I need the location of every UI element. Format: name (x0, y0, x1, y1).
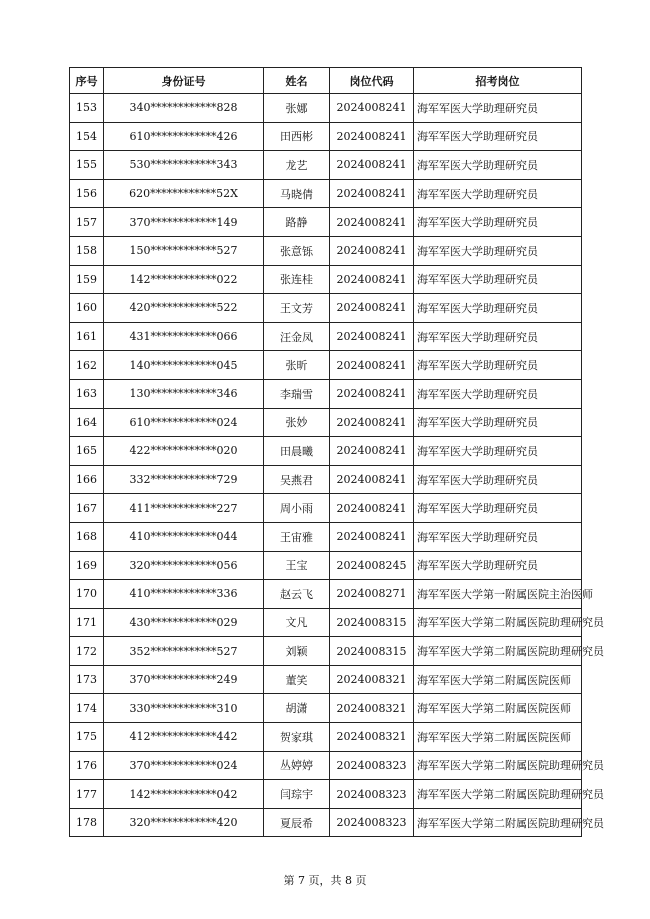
cell-post-code: 2024008241 (330, 294, 414, 323)
cell-index: 157 (70, 208, 104, 237)
cell-post-code: 2024008241 (330, 122, 414, 151)
cell-post: 海军军医大学助理研究员 (414, 122, 582, 151)
cell-index: 155 (70, 151, 104, 180)
cell-name: 张妙 (264, 408, 330, 437)
table-row (70, 694, 582, 723)
cell-id-number: 411************227 (104, 494, 264, 523)
cell-id-number: 620************52X (104, 179, 264, 208)
cell-index: 156 (70, 179, 104, 208)
table-row (70, 608, 582, 637)
cell-post-code: 2024008241 (330, 179, 414, 208)
cell-name: 李瑞雪 (264, 379, 330, 408)
table-row (70, 494, 582, 523)
table-row (70, 379, 582, 408)
cell-name: 赵云飞 (264, 580, 330, 609)
cell-index: 162 (70, 351, 104, 380)
cell-post: 海军军医大学助理研究员 (414, 351, 582, 380)
table-row (70, 408, 582, 437)
table-body (70, 94, 604, 837)
cell-index: 167 (70, 494, 104, 523)
header-name: 姓名 (264, 68, 330, 94)
table-row (70, 522, 582, 551)
cell-name: 贺家琪 (264, 723, 330, 752)
cell-post: 海军军医大学助理研究员 (414, 294, 582, 323)
cell-index: 164 (70, 408, 104, 437)
cell-name: 王宙雅 (264, 522, 330, 551)
cell-post: 海军军医大学助理研究员 (414, 379, 582, 408)
cell-post-code: 2024008241 (330, 437, 414, 466)
cell-post-code: 2024008315 (330, 637, 414, 666)
cell-name: 路静 (264, 208, 330, 237)
table-row (70, 94, 582, 123)
header-index: 序号 (70, 68, 104, 94)
cell-name: 张娜 (264, 94, 330, 123)
cell-post: 海军军医大学第二附属医院医师 (414, 723, 582, 752)
cell-post: 海军军医大学助理研究员 (414, 408, 582, 437)
cell-post-code: 2024008241 (330, 494, 414, 523)
cell-post: 海军军医大学助理研究员 (414, 236, 582, 265)
cell-index: 177 (70, 780, 104, 809)
cell-name: 田晨曦 (264, 437, 330, 466)
cell-post-code: 2024008321 (330, 723, 414, 752)
cell-id-number: 370************249 (104, 665, 264, 694)
cell-index: 171 (70, 608, 104, 637)
cell-index: 159 (70, 265, 104, 294)
cell-post-code: 2024008315 (330, 608, 414, 637)
cell-index: 168 (70, 522, 104, 551)
cell-id-number: 370************149 (104, 208, 264, 237)
cell-post: 海军军医大学助理研究员 (414, 208, 582, 237)
cell-post-code: 2024008241 (330, 522, 414, 551)
cell-id-number: 330************310 (104, 694, 264, 723)
header-post-code: 岗位代码 (330, 68, 414, 94)
cell-post-code: 2024008323 (330, 780, 414, 809)
cell-name: 刘颖 (264, 637, 330, 666)
cell-post: 海军军医大学助理研究员 (414, 551, 582, 580)
cell-id-number: 142************042 (104, 780, 264, 809)
cell-post-code: 2024008241 (330, 465, 414, 494)
cell-id-number: 610************024 (104, 408, 264, 437)
cell-index: 172 (70, 637, 104, 666)
cell-id-number: 422************020 (104, 437, 264, 466)
cell-id-number: 430************029 (104, 608, 264, 637)
cell-post: 海军军医大学助理研究员 (414, 437, 582, 466)
cell-name: 胡潇 (264, 694, 330, 723)
cell-id-number: 140************045 (104, 351, 264, 380)
cell-name: 王文芳 (264, 294, 330, 323)
cell-post: 海军军医大学助理研究员 (414, 94, 582, 123)
cell-id-number: 412************442 (104, 723, 264, 752)
cell-name: 夏辰希 (264, 808, 330, 837)
table-row (70, 322, 582, 351)
candidate-table-container (69, 67, 604, 837)
page-footer: 第 7 页，共 8 页 (283, 874, 367, 887)
cell-post: 海军军医大学助理研究员 (414, 265, 582, 294)
cell-post-code: 2024008241 (330, 322, 414, 351)
table-row (70, 637, 582, 666)
cell-post-code: 2024008271 (330, 580, 414, 609)
cell-index: 153 (70, 94, 104, 123)
cell-post-code: 2024008241 (330, 408, 414, 437)
cell-name: 龙艺 (264, 151, 330, 180)
cell-post: 海军军医大学助理研究员 (414, 151, 582, 180)
cell-index: 166 (70, 465, 104, 494)
cell-id-number: 431************066 (104, 322, 264, 351)
cell-post-code: 2024008321 (330, 665, 414, 694)
cell-post: 海军军医大学第二附属医院助理研究员 (414, 751, 582, 780)
cell-index: 173 (70, 665, 104, 694)
cell-post-code: 2024008245 (330, 551, 414, 580)
cell-name: 马晓倩 (264, 179, 330, 208)
cell-name: 闫琮宇 (264, 780, 330, 809)
cell-id-number: 530************343 (104, 151, 264, 180)
cell-name: 王宝 (264, 551, 330, 580)
table-row (70, 580, 582, 609)
table-row (70, 551, 582, 580)
cell-id-number: 410************336 (104, 580, 264, 609)
cell-name: 张意铄 (264, 236, 330, 265)
cell-name: 丛婷婷 (264, 751, 330, 780)
cell-post: 海军军医大学第二附属医院医师 (414, 665, 582, 694)
cell-post-code: 2024008241 (330, 151, 414, 180)
cell-index: 154 (70, 122, 104, 151)
cell-id-number: 420************522 (104, 294, 264, 323)
cell-id-number: 130************346 (104, 379, 264, 408)
cell-post: 海军军医大学助理研究员 (414, 465, 582, 494)
table-row (70, 122, 582, 151)
cell-index: 169 (70, 551, 104, 580)
cell-index: 176 (70, 751, 104, 780)
header-id-number: 身份证号 (104, 68, 264, 94)
cell-name: 周小雨 (264, 494, 330, 523)
table-row (70, 665, 582, 694)
cell-name: 张昕 (264, 351, 330, 380)
cell-post: 海军军医大学第二附属医院医师 (414, 694, 582, 723)
cell-index: 165 (70, 437, 104, 466)
table-row (70, 808, 582, 837)
cell-index: 160 (70, 294, 104, 323)
cell-id-number: 332************729 (104, 465, 264, 494)
cell-name: 文凡 (264, 608, 330, 637)
cell-id-number: 610************426 (104, 122, 264, 151)
cell-post-code: 2024008241 (330, 265, 414, 294)
table-row (70, 751, 582, 780)
cell-post-code: 2024008323 (330, 808, 414, 837)
cell-id-number: 370************024 (104, 751, 264, 780)
table-row (70, 780, 582, 809)
cell-id-number: 320************420 (104, 808, 264, 837)
table-header-row (70, 68, 582, 94)
cell-post-code: 2024008241 (330, 208, 414, 237)
cell-id-number: 142************022 (104, 265, 264, 294)
cell-index: 178 (70, 808, 104, 837)
cell-post: 海军军医大学助理研究员 (414, 179, 582, 208)
header-post: 招考岗位 (414, 68, 582, 94)
cell-post: 海军军医大学第二附属医院助理研究员 (414, 808, 582, 837)
candidate-table (69, 67, 604, 837)
cell-post: 海军军医大学助理研究员 (414, 522, 582, 551)
cell-post-code: 2024008321 (330, 694, 414, 723)
cell-post: 海军军医大学第二附属医院助理研究员 (414, 637, 582, 666)
table-row (70, 179, 582, 208)
cell-index: 174 (70, 694, 104, 723)
table-row (70, 265, 582, 294)
table-row (70, 723, 582, 752)
cell-index: 158 (70, 236, 104, 265)
cell-post: 海军军医大学第二附属医院助理研究员 (414, 608, 582, 637)
table-row (70, 437, 582, 466)
table-row (70, 465, 582, 494)
cell-post-code: 2024008241 (330, 379, 414, 408)
cell-name: 汪金凤 (264, 322, 330, 351)
cell-name: 张连桂 (264, 265, 330, 294)
cell-id-number: 150************527 (104, 236, 264, 265)
cell-post: 海军军医大学第一附属医院主治医师 (414, 580, 582, 609)
cell-post-code: 2024008241 (330, 94, 414, 123)
cell-name: 田西彬 (264, 122, 330, 151)
table-row (70, 236, 582, 265)
cell-index: 175 (70, 723, 104, 752)
cell-post-code: 2024008241 (330, 236, 414, 265)
table-row (70, 351, 582, 380)
cell-id-number: 410************044 (104, 522, 264, 551)
cell-post-code: 2024008323 (330, 751, 414, 780)
cell-id-number: 320************056 (104, 551, 264, 580)
cell-id-number: 340************828 (104, 94, 264, 123)
table-row (70, 208, 582, 237)
cell-id-number: 352************527 (104, 637, 264, 666)
cell-name: 董笑 (264, 665, 330, 694)
cell-post: 海军军医大学助理研究员 (414, 494, 582, 523)
table-row (70, 294, 582, 323)
cell-index: 170 (70, 580, 104, 609)
cell-name: 吴燕君 (264, 465, 330, 494)
cell-index: 161 (70, 322, 104, 351)
cell-post: 海军军医大学助理研究员 (414, 322, 582, 351)
cell-post-code: 2024008241 (330, 351, 414, 380)
cell-post: 海军军医大学第二附属医院助理研究员 (414, 780, 582, 809)
table-row (70, 151, 582, 180)
cell-index: 163 (70, 379, 104, 408)
